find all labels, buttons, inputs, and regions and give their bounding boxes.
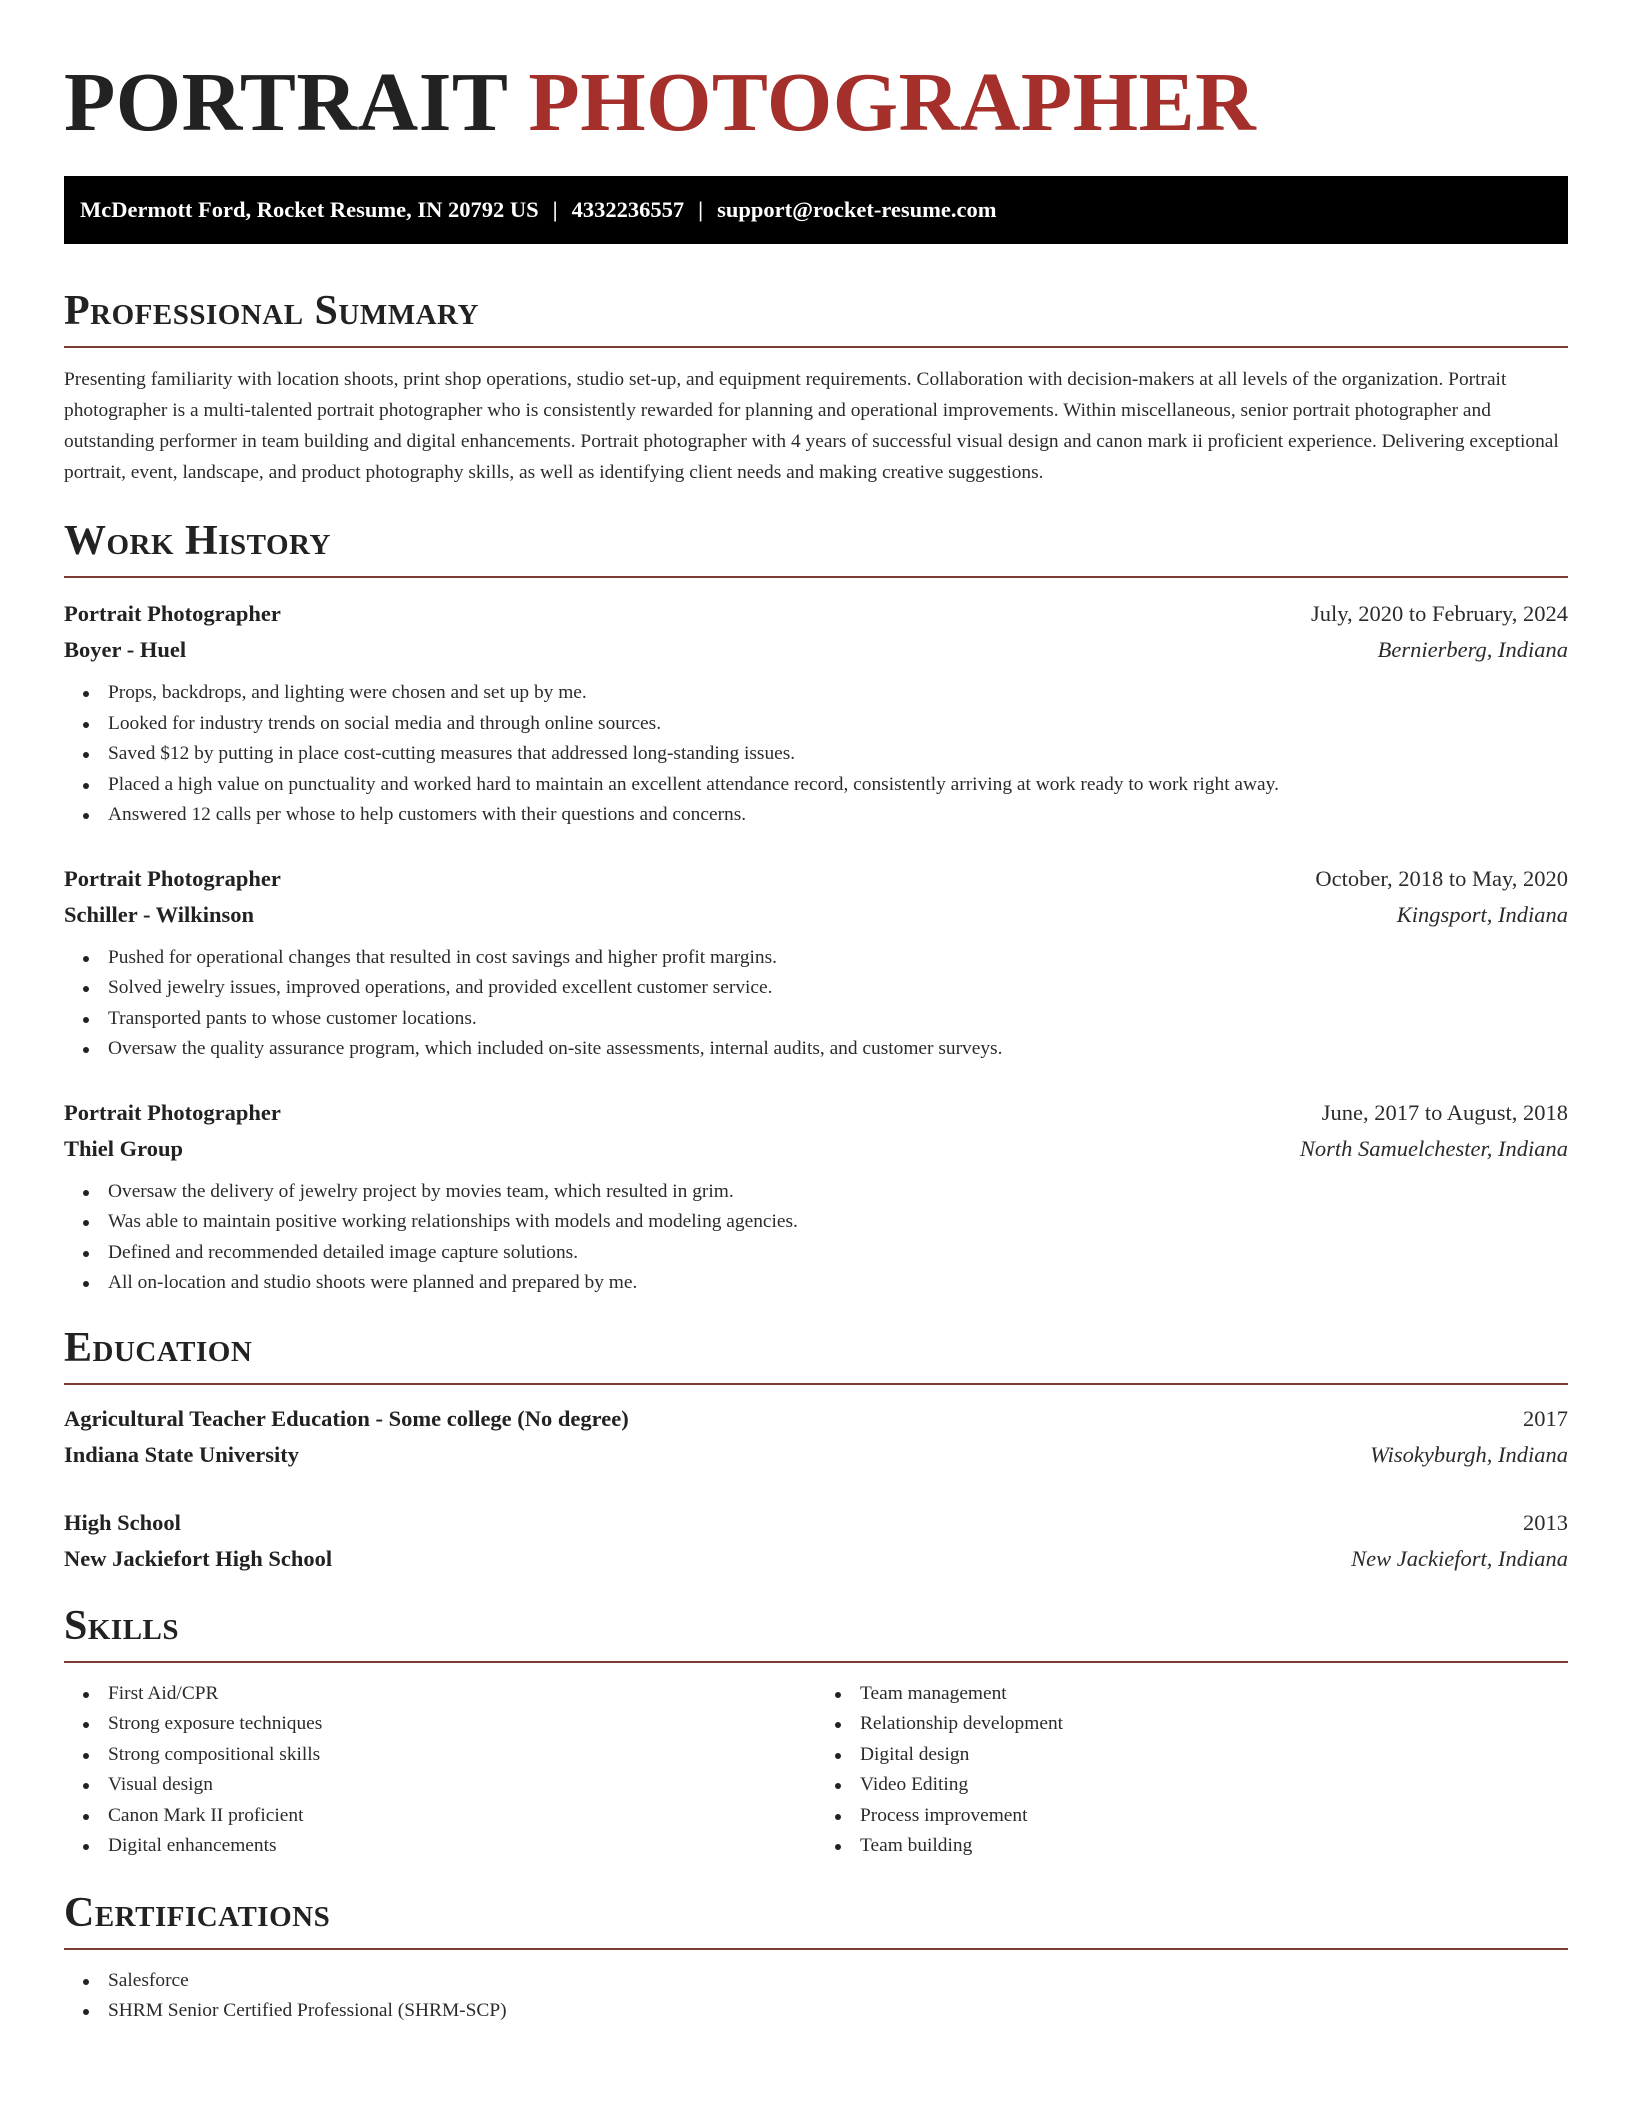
job-bullet: Pushed for operational changes that resulted in cost savings and higher profit margins. — [108, 943, 1568, 974]
skill-item: Digital design — [860, 1740, 1568, 1771]
job-dates: June, 2017 to August, 2018 — [1321, 1099, 1568, 1125]
skill-item: Process improvement — [860, 1801, 1568, 1832]
skills-columns — [64, 1679, 1568, 1862]
job-bullet: All on-location and studio shoots were planned and prepared by me. — [108, 1268, 1568, 1299]
job-bullet: Saved $12 by putting in place cost-cutting measures that addressed long-standing issues. — [108, 739, 1568, 770]
skill-item: Canon Mark II proficient — [108, 1801, 816, 1832]
skill-item: Video Editing — [860, 1770, 1568, 1801]
education-degree: Agricultural Teacher Education - Some college (No degree) — [64, 1405, 629, 1431]
summary-text: Presenting familiarity with location shoots, print shop operations, studio set-up, and equipment requirements. Collaboration with decision-makers at all levels of the organization. Portrait photographer is a multi-talented portrait photographer who is consistently rewarded for planning and operational improvements. Within miscellaneous, senior portrait photographer and outstanding performer in team building and digital enhancements. Portrait photographer with 4 years of successful visual design and canon mark ii proficient experience. Delivering exceptional portrait, event, landscape, and product photography skills, as well as identifying client needs and making creative suggestions. — [64, 369, 1559, 483]
job-title-row — [64, 1095, 1568, 1131]
section-heading-education: Education — [64, 1323, 1568, 1385]
education-degree: High School — [64, 1509, 181, 1535]
contact-email: support@rocket-resume.com — [717, 197, 997, 222]
contact-separator: | — [552, 197, 558, 222]
job-bullet: Defined and recommended detailed image capture solutions. — [108, 1238, 1568, 1269]
job-location: Bernierberg, Indiana — [1377, 637, 1568, 662]
job-bullet: Solved jewelry issues, improved operations, and provided excellent customer service. — [108, 973, 1568, 1004]
job-entry — [64, 596, 1568, 831]
job-company-row — [64, 1131, 1568, 1167]
job-title: Portrait Photographer — [64, 1099, 281, 1125]
education-school: Indiana State University — [64, 1441, 300, 1467]
skill-item: Digital enhancements — [108, 1831, 816, 1862]
skill-item: Team building — [860, 1831, 1568, 1862]
skill-item: Relationship development — [860, 1709, 1568, 1740]
education-degree-row — [64, 1505, 1568, 1541]
certifications-block — [64, 1966, 1568, 2027]
education-location: New Jackiefort, Indiana — [1351, 1545, 1568, 1571]
job-title: Portrait Photographer — [64, 601, 281, 626]
job-bullet: Props, backdrops, and lighting were chosen and set up by me. — [108, 678, 1568, 709]
section-heading-summary: Professional Summary — [64, 286, 1568, 348]
resume-title — [64, 0, 1568, 150]
skill-item: Strong compositional skills — [108, 1740, 816, 1771]
job-dates: October, 2018 to May, 2020 — [1315, 865, 1568, 891]
contact-separator: | — [698, 197, 704, 222]
section-heading-certifications: Certifications — [64, 1888, 1568, 1950]
section-heading-skills: Skills — [64, 1601, 1568, 1663]
job-bullet: Answered 12 calls per whose to help customers with their questions and concerns. — [108, 800, 1568, 831]
education-location: Wisokyburgh, Indiana — [1370, 1441, 1568, 1467]
certification-item: Salesforce — [108, 1966, 1568, 1997]
job-company: Schiller - Wilkinson — [64, 901, 255, 927]
job-title: Portrait Photographer — [64, 865, 281, 891]
certifications-list — [64, 1966, 1568, 2027]
job-location: Kingsport, Indiana — [1396, 901, 1568, 927]
job-bullet: Was able to maintain positive working relationships with models and modeling agencies. — [108, 1207, 1568, 1238]
job-bullet: Looked for industry trends on social media and through online sources. — [108, 709, 1568, 740]
resume-page — [64, 0, 1568, 2027]
contact-address: McDermott Ford, Rocket Resume, IN 20792 US — [80, 197, 539, 222]
skills-list-right — [816, 1679, 1568, 1862]
job-company: Boyer - Huel — [64, 637, 187, 662]
job-company: Thiel Group — [64, 1135, 183, 1161]
job-title-row — [64, 596, 1568, 632]
education-entry — [64, 1401, 1568, 1473]
education-school: New Jackiefort High School — [64, 1545, 333, 1571]
job-title-row — [64, 861, 1568, 897]
skills-list-left — [64, 1679, 816, 1862]
job-entry — [64, 861, 1568, 1065]
job-bullets — [64, 1177, 1568, 1299]
job-bullets — [64, 943, 1568, 1065]
skill-item: Team management — [860, 1679, 1568, 1710]
job-bullet: Oversaw the quality assurance program, which included on-site assessments, internal audits, and customer surveys. — [108, 1034, 1568, 1065]
education-entry — [64, 1505, 1568, 1577]
job-bullets — [64, 678, 1568, 831]
job-bullet: Transported pants to whose customer locations. — [108, 1004, 1568, 1035]
job-bullet: Placed a high value on punctuality and worked hard to maintain an excellent attendance record, consistently arriving at work ready to work right away. — [108, 770, 1568, 801]
contact-bar — [64, 176, 1568, 244]
education-year: 2017 — [1523, 1405, 1568, 1431]
education-degree-row — [64, 1401, 1568, 1437]
job-entry — [64, 1095, 1568, 1299]
title-part-2: PHOTOGRAPHER — [528, 56, 1257, 149]
education-school-row — [64, 1437, 1568, 1473]
section-heading-work-history: Work History — [64, 516, 1568, 578]
education-year: 2013 — [1523, 1509, 1568, 1535]
job-company-row — [64, 632, 1568, 668]
job-location: North Samuelchester, Indiana — [1299, 1135, 1568, 1161]
job-dates: July, 2020 to February, 2024 — [1310, 601, 1568, 626]
job-company-row — [64, 897, 1568, 933]
certification-item: SHRM Senior Certified Professional (SHRM-SCP) — [108, 1996, 1568, 2027]
contact-phone: 4332236557 — [571, 197, 685, 222]
job-bullet: Oversaw the delivery of jewelry project by movies team, which resulted in grim. — [108, 1177, 1568, 1208]
skill-item: First Aid/CPR — [108, 1679, 816, 1710]
education-school-row — [64, 1541, 1568, 1577]
skill-item: Strong exposure techniques — [108, 1709, 816, 1740]
skill-item: Visual design — [108, 1770, 816, 1801]
title-part-1: PORTRAIT — [64, 56, 507, 149]
